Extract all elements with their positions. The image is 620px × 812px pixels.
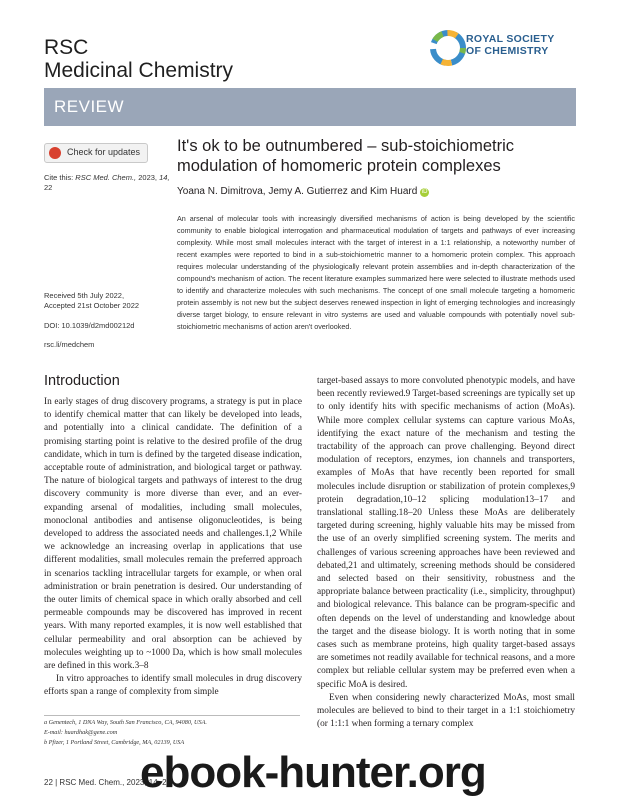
check-for-updates-button[interactable] xyxy=(44,143,148,163)
body-column-left xyxy=(44,396,302,700)
update-icon xyxy=(49,147,61,159)
orcid-icon[interactable]: iD xyxy=(421,189,428,195)
affiliation-email: E-mail: huardhak@gene.com xyxy=(44,729,118,736)
journal-name-line2: Medicinal Chemistry xyxy=(44,59,234,82)
affiliation-b: b Pfizer, 1 Portland Street, Cambridge, MA, 02139, USA xyxy=(44,739,185,746)
journal-title xyxy=(44,36,233,82)
body-column-right xyxy=(317,375,575,731)
cite-journal: RSC Med. Chem., xyxy=(75,173,137,182)
doi[interactable]: DOI: 10.1039/d2md00212d xyxy=(44,321,135,330)
intro-heading: Introduction xyxy=(44,373,120,389)
article-title: It's ok to be outnumbered – sub-stoichiometric modulation of homomeric protein complexes xyxy=(177,137,514,175)
publisher-line2: OF CHEMISTRY xyxy=(466,45,549,57)
cite-volume: 14, xyxy=(159,173,170,182)
section-banner xyxy=(44,88,576,126)
watermark: ebook-hunter.org xyxy=(140,748,486,797)
cite-year: 2023, xyxy=(138,173,158,182)
abstract: An arsenal of molecular tools with increasingly diversified mechanisms of action is being developed by the scientific community to enable biological interrogation and pharmaceutical modulation of targets and pathways of ever increasing complexity. While most small molecules interact with the target of interest in a 1:1 relationship, a noteworthy number of recent examples were reported to bind in a sub-stoichiometric manner to a homomeric protein complex. This approach requires molecular understanding of the physiologically relevant protein assemblies and in-depth characterization of the compound's mechanism of action. The recent literature examples summarized here were selected to illustrate methods used to identify and characterize molecules with such mechanisms. The concept of one small molecule targeting a homomeric protein assembly is not new but the subject deserves renewed inspection in light of emerging technologies and increasingly diverse target biology, to ensure relevant in vitro systems are used and valuable compounds with potentially novel sub-stoichiometric mechanisms of action aren't overlooked. xyxy=(177,214,575,331)
received-date: Received 5th July 2022, xyxy=(44,291,125,300)
cite-label: Cite this: xyxy=(44,173,74,182)
cite-page: 22 xyxy=(44,183,53,192)
intro-paragraph-3: target-based assays to more convoluted phenotypic models, and have been recently reviewed.9 Target-based screenings are typically set up to only identify hits with specific mechanisms of action (MoAs). While more complex cellular systems can capture various MoAs, identifying the exact nature of the mechanism and testing the tractability of the approach can prove challenging. Beyond direct modulation of receptors, enzymes, ion channels and transporters, examples of MoAs that have recently been reported for small molecules include disruption or stabilization of protein complexes,9 protein degradation,10–12 splicing modulation13–17 and translational stalling.18–20 Unless these MoAs are deliberately targeted during screening, highly valuable hits may be missed from the use of an overly simplified screening system. The merits and challenges of various screening approaches have been reviewed and debated,21 and ultimately, screening methods should be considered and selected based on their sensitivity, robustness and the appropriate balance between practicality (i.e., simplicity, throughput) and biological relevance. This balance can be program-specific and often depends on the level of understanding and knowledge about the target and the disease biology. It is worth noting that in some cases such as membrane proteins, high quality target-based assays are sometimes not readily available for technical reasons, and a more complex but reliable cellular system may be preferred even when a specific MoA is desired. xyxy=(317,376,575,690)
intro-paragraph-2: In vitro approaches to identify small molecules in drug discovery efforts span a range of complexity from simple xyxy=(44,674,302,698)
check-for-updates-label: Check for updates xyxy=(67,147,141,157)
publisher-line1: ROYAL SOCIETY xyxy=(466,33,555,45)
footnote-divider xyxy=(44,715,300,716)
publisher-name xyxy=(466,33,555,57)
page-footer: 22 | RSC Med. Chem., 2023, 14, 22 xyxy=(44,778,172,787)
authors-text: Yoana N. Dimitrova, Jemy A. Gutierrez and Kim Huard xyxy=(177,186,418,197)
intro-paragraph-1: In early stages of drug discovery programs, a strategy is put in place to identify chemical matter that can likely be developed into leads, and potentially into a clinical candidate. The definition of a promising starting point is relative to the desired profile of the drug candidate, which in turn is defined by the targeted disease indication, acceptable route of administration, and biological target or pathway. The nature of biological targets and pathways of interest to the drug discovery community is more diverse than ever, and an ever-expanding arsenal of modalities, including small molecules, monoclonal antibodies and antisense oligonucleotides, is being developed to address the associated needs and challenges.1,2 While we acknowledge an increasing overlap in applications that use different modalities, small molecules remain the preferred approach in scenarios tackling intracellular targets for example, or when oral administration or brain penetration is desired. Our understanding of the outer limits of chemical space in which orally absorbed and cell permeable compounds may be discovered has improved in recent years. With many reported examples, it is now well established that cellular permeability and oral absorption can be achieved by molecules weighting up to ~1000 Da, which is how small molecules are defined in this work.3–8 xyxy=(44,397,302,672)
intro-paragraph-4: Even when considering newly characterized MoAs, most small molecules are believed to bind to their target in a 1:1 stoichiometry (or 1:1:1 when forming a ternary complex xyxy=(317,692,575,730)
section-label: REVIEW xyxy=(54,97,125,116)
author-list xyxy=(177,186,429,197)
accepted-date: Accepted 21st October 2022 xyxy=(44,301,140,310)
dates xyxy=(44,291,139,311)
affiliation-a: a Genentech, 1 DNA Way, South San Francisco, CA, 94080, USA. xyxy=(44,719,207,726)
journal-name-line1: RSC xyxy=(44,36,89,59)
journal-link[interactable]: rsc.li/medchem xyxy=(44,340,95,349)
citation xyxy=(44,173,170,193)
